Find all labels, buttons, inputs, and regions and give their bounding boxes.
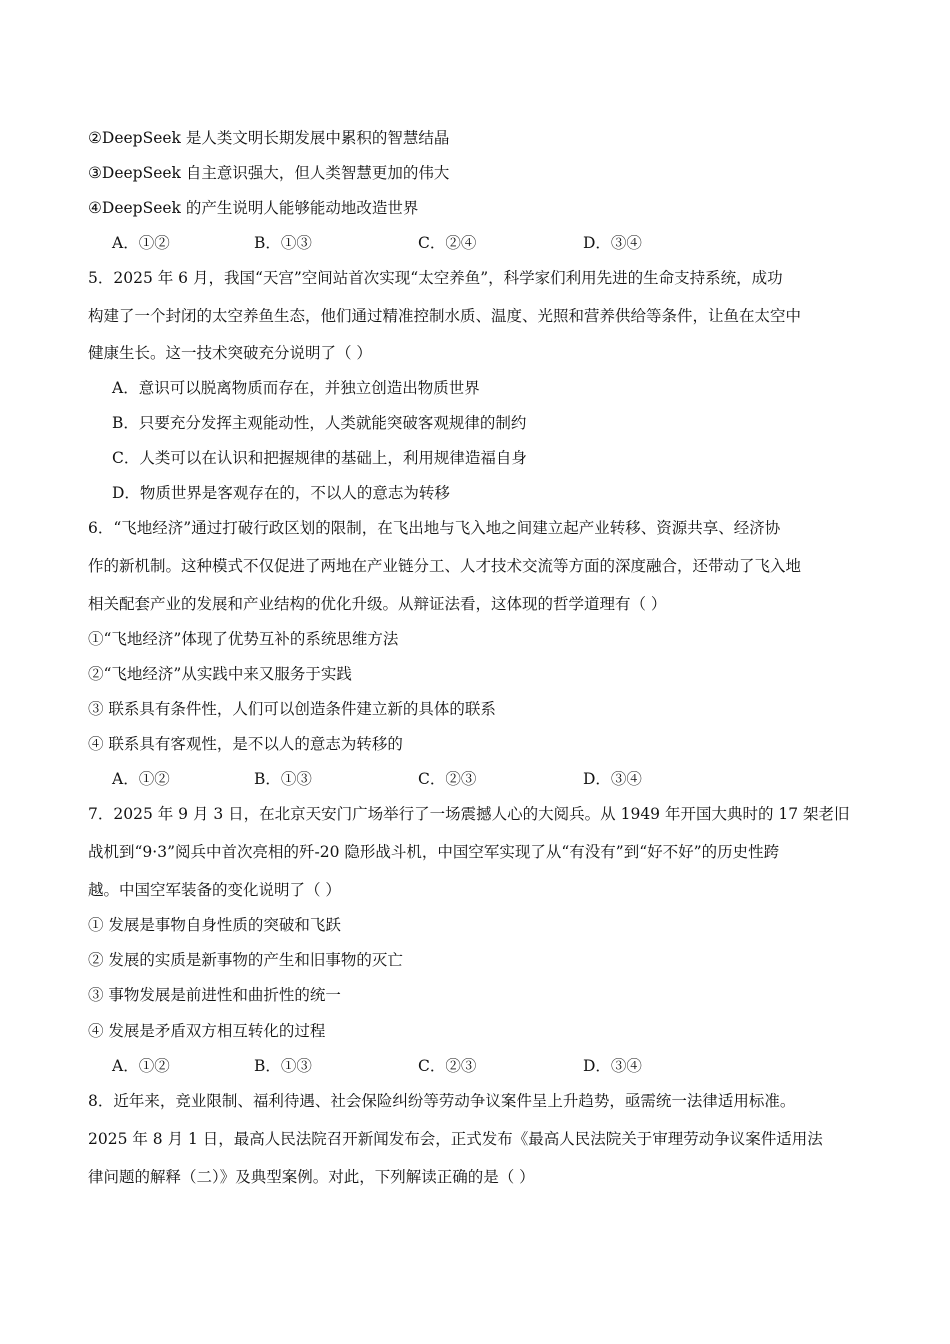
q4-statement-3: ③DeepSeek 自主意识强大，但人类智慧更加的伟大 — [88, 164, 450, 182]
q5-stem-line-1: 5．2025 年 6 月，我国“天宫”空间站首次实现“太空养鱼”，科学家们利用先进的生命支持系统，成功 — [88, 269, 783, 287]
q5-option-c: C．人类可以在认识和把握规律的基础上，利用规律造福自身 — [112, 449, 527, 467]
q6-choice-d: D．③④ — [583, 770, 642, 788]
q6-stem-line-1: 6．“飞地经济”通过打破行政区划的限制，在飞出地与飞入地之间建立起产业转移、资源共享、经济协 — [88, 519, 781, 537]
q7-choice-b: B．①③ — [254, 1057, 312, 1075]
q4-choice-c: C．②④ — [418, 234, 477, 252]
q6-choice-c: C．②③ — [418, 770, 477, 788]
q7-statement-1: ① 发展是事物自身性质的突破和飞跃 — [88, 916, 341, 934]
q6-statement-3: ③ 联系具有条件性，人们可以创造条件建立新的具体的联系 — [88, 700, 496, 718]
q7-choice-d: D．③④ — [583, 1057, 642, 1075]
q6-choice-b: B．①③ — [254, 770, 312, 788]
q5-stem-line-2: 构建了一个封闭的太空养鱼生态，他们通过精准控制水质、温度、光照和营养供给等条件，让鱼在太空中 — [88, 307, 802, 325]
q6-statement-2: ②“飞地经济”从实践中来又服务于实践 — [88, 665, 352, 683]
q4-statement-4: ④DeepSeek 的产生说明人能够能动地改造世界 — [88, 199, 419, 217]
q7-statement-3: ③ 事物发展是前进性和曲折性的统一 — [88, 986, 341, 1004]
q4-statement-2: ②DeepSeek 是人类文明长期发展中累积的智慧结晶 — [88, 129, 450, 147]
q7-statement-2: ② 发展的实质是新事物的产生和旧事物的灭亡 — [88, 951, 403, 969]
q7-stem-line-3: 越。中国空军装备的变化说明了（ ） — [88, 881, 341, 899]
q5-stem-line-3: 健康生长。这一技术突破充分说明了（ ） — [88, 344, 372, 362]
q5-option-b: B．只要充分发挥主观能动性，人类就能突破客观规律的制约 — [112, 414, 527, 432]
q5-option-a: A．意识可以脱离物质而存在，并独立创造出物质世界 — [112, 379, 480, 397]
q6-statement-1: ①“飞地经济”体现了优势互补的系统思维方法 — [88, 630, 399, 648]
q7-statement-4: ④ 发展是矛盾双方相互转化的过程 — [88, 1022, 326, 1040]
q7-stem-line-2: 战机到“9·3”阅兵中首次亮相的歼-20 隐形战斗机，中国空军实现了从“有没有”到“好不好”的历史性跨 — [88, 843, 780, 861]
q6-stem-line-3: 相关配套产业的发展和产业结构的优化升级。从辩证法看，这体现的哲学道理有（ ） — [88, 595, 667, 613]
q5-option-d: D．物质世界是客观存在的，不以人的意志为转移 — [112, 484, 450, 502]
q7-choice-a: A．①② — [112, 1057, 170, 1075]
q6-stem-line-2: 作的新机制。这种模式不仅促进了两地在产业链分工、人才技术交流等方面的深度融合，还带动了飞入地 — [88, 557, 802, 575]
q4-choice-b: B．①③ — [254, 234, 312, 252]
q7-stem-line-1: 7．2025 年 9 月 3 日，在北京天安门广场举行了一场震撼人心的大阅兵。从 1949 年开国大典时的 17 架老旧 — [88, 805, 850, 823]
q4-choice-a: A．①② — [112, 234, 170, 252]
q8-stem-line-2: 2025 年 8 月 1 日，最高人民法院召开新闻发布会，正式发布《最高人民法院关于审理劳动争议案件适用法 — [88, 1130, 823, 1148]
q8-stem-line-1: 8．近年来，竞业限制、福利待遇、社会保险纠纷等劳动争议案件呈上升趋势，亟需统一法律适用标准。 — [88, 1092, 796, 1110]
q6-statement-4: ④ 联系具有客观性，是不以人的意志为转移的 — [88, 735, 403, 753]
q8-stem-line-3: 律问题的解释（二）》及典型案例。对此，下列解读正确的是（ ） — [88, 1168, 535, 1186]
q4-choice-d: D．③④ — [583, 234, 642, 252]
q6-choice-a: A．①② — [112, 770, 170, 788]
q7-choice-c: C．②③ — [418, 1057, 477, 1075]
